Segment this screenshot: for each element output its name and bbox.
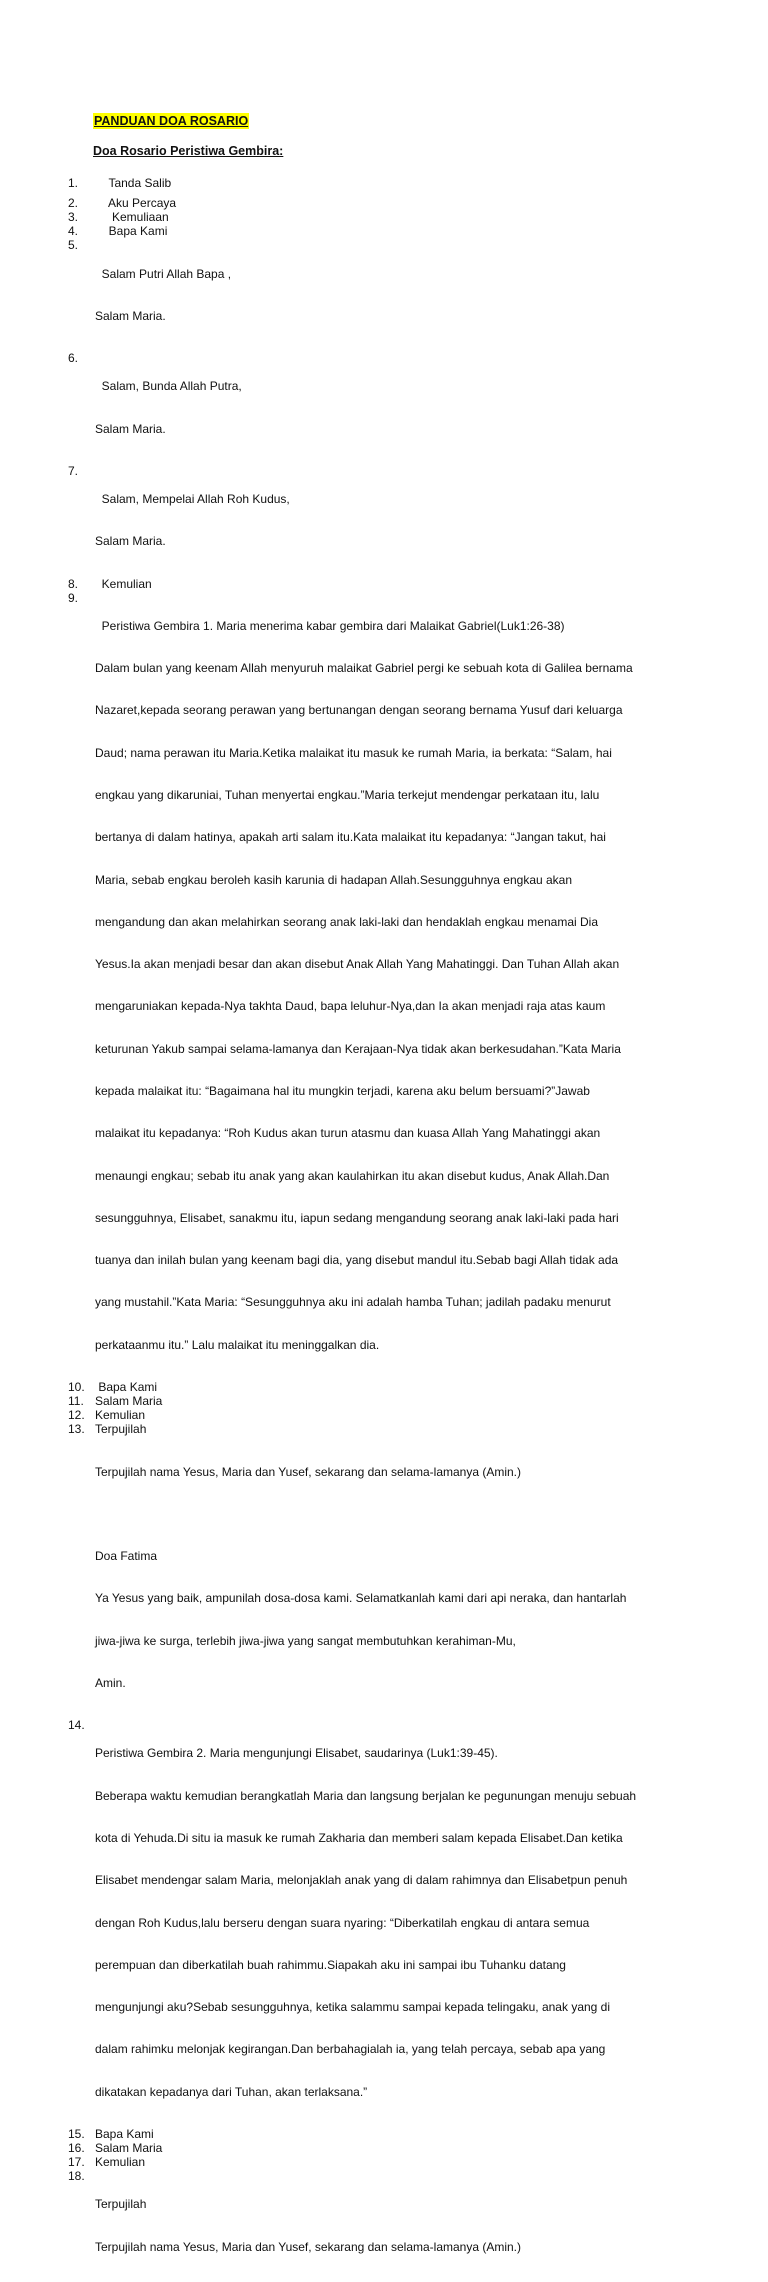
list-item-text: mengandung dan akan melahirkan seorang anak laki-laki dan hendaklah engkau menamai Dia bbox=[95, 914, 598, 929]
doa-fatima-heading: Doa Fatima bbox=[95, 1549, 158, 1564]
list-item-text: Salam Maria bbox=[95, 1394, 163, 1409]
section-subtitle: Doa Rosario Peristiwa Gembira: bbox=[93, 144, 284, 158]
list-item-text: perkataanmu itu.” Lalu malaikat itu meninggalkan dia. bbox=[95, 1337, 380, 1352]
list-item-number: 1. bbox=[68, 176, 79, 190]
document-title: PANDUAN DOA ROSARIO bbox=[94, 114, 249, 128]
list-item-text: Tanda Salib bbox=[102, 176, 172, 190]
list-item-text: Salam Maria bbox=[95, 2141, 163, 2156]
list-item-text: perempuan dan diberkatilah buah rahimmu.Siapakah aku ini sampai ibu Tuhanku datang bbox=[95, 1957, 566, 1972]
list-item-text: dalam rahimku melonjak kegirangan.Dan berbahagialah ia, yang telah percaya, sebab apa yang bbox=[95, 2042, 606, 2057]
list-item-text: kota di Yehuda.Di situ ia masuk ke rumah Zakharia dan memberi salam kepada Elisabet.Dan ketika bbox=[95, 1830, 623, 1845]
list-item-text: dengan Roh Kudus,lalu berseru dengan suara nyaring: “Diberkatilah engkau di antara semua bbox=[95, 1915, 590, 1930]
list-item-text: Terpujilah bbox=[95, 1422, 147, 1437]
list-item-text: Terpujilah nama Yesus, Maria dan Yusef, sekarang dan selama-lamanya (Amin.) bbox=[95, 1464, 522, 1479]
list-item-text: Amin. bbox=[95, 1675, 126, 1690]
list-item bbox=[68, 2155, 758, 2169]
list-item-text: Nazaret,kepada seorang perawan yang bertunangan dengan seorang bernama Yusuf dari keluarga bbox=[95, 703, 623, 718]
list-item bbox=[68, 2141, 758, 2155]
list-item bbox=[68, 2127, 758, 2141]
list-item-text: bertanya di dalam hatinya, apakah arti salam itu.Kata malaikat itu kepadanya: “Jangan takut, hai bbox=[95, 830, 606, 845]
list-item bbox=[68, 1394, 758, 1408]
list-item-text: mengaruniakan kepada-Nya takhta Daud, bapa leluhur-Nya,dan Ia akan menjadi raja atas kaum bbox=[95, 999, 606, 1014]
list-item-number: 13. bbox=[68, 1422, 85, 1437]
list-item-number: 9. bbox=[68, 590, 79, 605]
list-item bbox=[68, 591, 758, 1380]
list-item-text: Bapa Kami bbox=[102, 224, 168, 239]
list-item-text: Peristiwa Gembira 1. Maria menerima kabar gembira dari Malaikat Gabriel(Luk1:26-38) bbox=[95, 618, 565, 633]
list-item bbox=[68, 1422, 758, 1436]
list-item-text: engkau yang dikaruniai, Tuhan menyertai engkau.”Maria terkejut mendengar perkataan itu, lalu bbox=[95, 788, 600, 803]
list-item-text: yang mustahil.”Kata Maria: “Sesungguhnya aku ini adalah hamba Tuhan; jadilah padaku menurut bbox=[95, 1295, 611, 1310]
list-item-text: keturunan Yakub sampai selama-lamanya dan Kerajaan-Nya tidak akan berkesudahan.”Kata Maria bbox=[95, 1041, 621, 1056]
list-item-number: 4. bbox=[68, 224, 79, 239]
list-item-text: Salam, Mempelai Allah Roh Kudus, bbox=[95, 492, 290, 507]
list-item-text: Aku Percaya bbox=[102, 196, 177, 211]
list-item bbox=[68, 238, 758, 351]
list-item-number: 5. bbox=[68, 238, 79, 253]
list-item-text: kepada malaikat itu: “Bagaimana hal itu mungkin terjadi, karena aku belum bersuami?”Jawab bbox=[95, 1084, 590, 1098]
list-item-text: Dalam bulan yang keenam Allah menyuruh malaikat Gabriel pergi ke sebuah kota di Galilea bernama bbox=[95, 661, 633, 676]
list-item-text: Daud; nama perawan itu Maria.Ketika malaikat itu masuk ke rumah Maria, ia berkata: “Salam, hai bbox=[95, 745, 612, 760]
list-item-number: 16. bbox=[68, 2141, 85, 2156]
list-item-text: sesungguhnya, Elisabet, sanakmu itu, iapun sedang mengandung seorang anak laki-laki pada hari bbox=[95, 1210, 619, 1225]
list-item-text: Beberapa waktu kemudian berangkatlah Maria dan langsung berjalan ke pegunungan menuju sebuah bbox=[95, 1788, 637, 1803]
list-item bbox=[68, 1380, 758, 1394]
list-item-text: Terpujilah bbox=[95, 2197, 147, 2212]
list-item-number: 6. bbox=[68, 351, 79, 366]
list-item-number: 18. bbox=[68, 2169, 85, 2184]
list-item-text: Bapa Kami bbox=[95, 2126, 154, 2141]
list-item-number: 11. bbox=[68, 1394, 84, 1409]
list-item bbox=[68, 577, 758, 591]
list-item bbox=[68, 1436, 758, 1718]
list-item-number: 7. bbox=[68, 463, 79, 478]
list-item-text: dikatakan kepadanya dari Tuhan, akan terlaksana.” bbox=[95, 2084, 368, 2099]
list-item bbox=[68, 224, 758, 238]
list-item bbox=[68, 1718, 758, 2127]
list-item-text: jiwa-jiwa ke surga, terlebih jiwa-jiwa yang sangat membutuhkan kerahiman-Mu, bbox=[95, 1633, 516, 1648]
list-item bbox=[68, 210, 758, 224]
list-item-text: Salam, Bunda Allah Putra, bbox=[95, 379, 242, 394]
list-item-text: Kemulian bbox=[95, 1408, 146, 1423]
list-item bbox=[68, 351, 758, 464]
list-item bbox=[68, 2169, 758, 2282]
list-item-text: Kemulian bbox=[95, 576, 152, 591]
list-item-text: Bapa Kami bbox=[95, 1379, 158, 1394]
list-item-text: Salam Putri Allah Bapa , bbox=[95, 266, 232, 281]
list-item-text: Elisabet mendengar salam Maria, melonjaklah anak yang di dalam rahimnya dan Elisabetpun penuh bbox=[95, 1873, 628, 1888]
list-item-number: 2. bbox=[68, 196, 79, 211]
list-item-text: Salam Maria. bbox=[95, 421, 166, 436]
list-item-text: Maria, sebab engkau beroleh kasih karunia di hadapan Allah.Sesungguhnya engkau akan bbox=[95, 872, 573, 887]
list-item-number: 17. bbox=[68, 2155, 85, 2170]
list-item-number: 14. bbox=[68, 1718, 85, 1733]
list-item-text: mengunjungi aku?Sebab sesungguhnya, ketika salammu sampai kepada telingaku, anak yang di bbox=[95, 2000, 611, 2015]
list-item-text: Peristiwa Gembira 2. Maria mengunjungi Elisabet, saudarinya (Luk1:39-45). bbox=[95, 1746, 498, 1761]
list-item-number: 3. bbox=[68, 210, 79, 225]
list-item bbox=[68, 1408, 758, 1422]
list-item-text: Ya Yesus yang baik, ampunilah dosa-dosa kami. Selamatkanlah kami dari api neraka, dan hantarlah bbox=[95, 1591, 627, 1606]
list-item-text bbox=[95, 1507, 758, 1521]
list-item bbox=[68, 176, 758, 190]
list-item-text: tuanya dan inilah bulan yang keenam bagi dia, yang disebut mandul itu.Sebab bagi Allah tidak ada bbox=[95, 1253, 619, 1268]
list-item-text: Kemulian bbox=[95, 2155, 146, 2170]
list-item bbox=[68, 464, 758, 577]
list-item-text: Terpujilah nama Yesus, Maria dan Yusef, sekarang dan selama-lamanya (Amin.) bbox=[95, 2239, 522, 2254]
list-item-text: Kemuliaan bbox=[102, 210, 169, 225]
list-item-number: 15. bbox=[68, 2126, 85, 2141]
list-item-text: malaikat itu kepadanya: “Roh Kudus akan turun atasmu dan kuasa Allah Yang Mahatinggi akan bbox=[95, 1126, 601, 1141]
list-item bbox=[68, 196, 758, 210]
list-item-number: 8. bbox=[68, 576, 79, 591]
list-item-text: Yesus.Ia akan menjadi besar dan akan disebut Anak Allah Yang Mahatinggi. Dan Tuhan Allah akan bbox=[95, 957, 620, 972]
list-item-number: 12. bbox=[68, 1408, 85, 1423]
list-item-number: 10. bbox=[68, 1379, 85, 1394]
list-item-text: menaungi engkau; sebab itu anak yang akan kaulahirkan itu akan disebut kudus, Anak Allah.Dan bbox=[95, 1168, 610, 1183]
list-item-text: Salam Maria. bbox=[95, 308, 166, 323]
prayer-list bbox=[68, 176, 758, 2282]
list-item-text: Salam Maria. bbox=[95, 534, 166, 549]
